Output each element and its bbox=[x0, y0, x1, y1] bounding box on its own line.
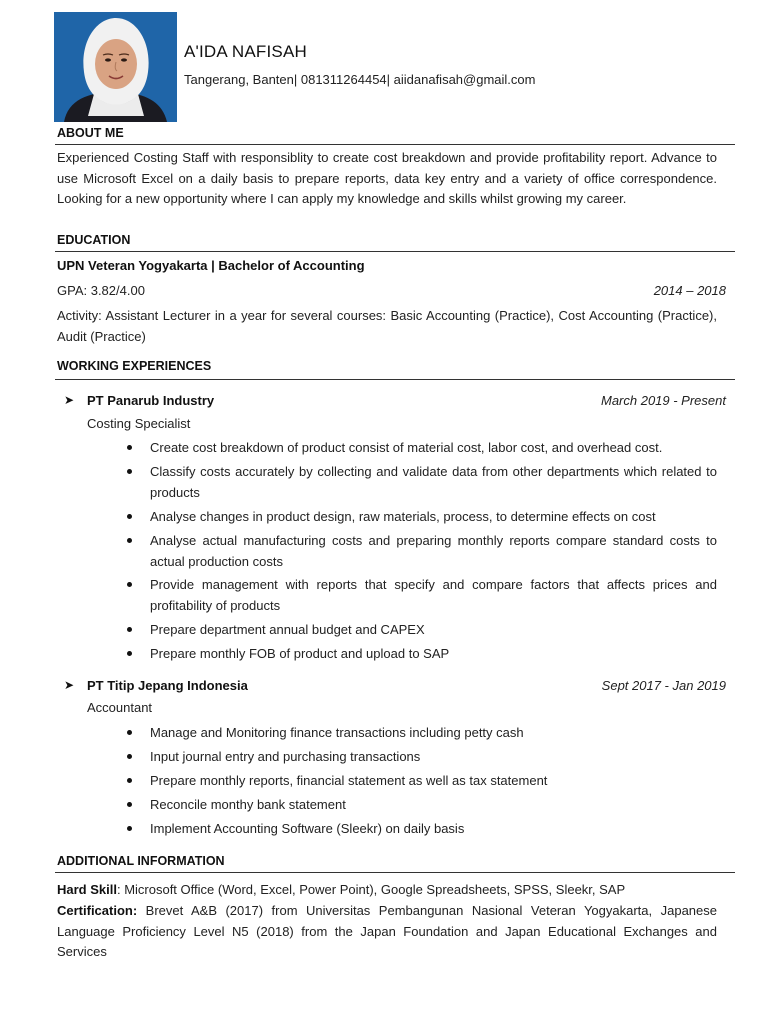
additional-section-title: ADDITIONAL INFORMATION bbox=[57, 854, 225, 868]
job-duty: Prepare monthly reports, financial statement as well as tax statement bbox=[150, 773, 548, 788]
job-duty: Analyse actual manufacturing costs and preparing monthly reports compare standard costs to actual production costs bbox=[150, 533, 717, 569]
education-years: 2014 – 2018 bbox=[653, 283, 726, 298]
bullet-icon bbox=[127, 651, 132, 656]
bullet-icon bbox=[127, 627, 132, 632]
hard-skill-text: : Microsoft Office (Word, Excel, Power Point), Google Spreadsheets, SPSS, Sleekr, SAP bbox=[116, 882, 626, 897]
job-duty: Create cost breakdown of product consist of material cost, labor cost, and overhead cost. bbox=[150, 440, 663, 455]
job-duty: Reconcile monthy bank statement bbox=[150, 797, 346, 812]
section-divider bbox=[55, 379, 735, 380]
arrowhead-bullet-icon: ➤ bbox=[64, 678, 75, 692]
candidate-name: A'IDA NAFISAH bbox=[184, 42, 307, 61]
certification-label: Certification: bbox=[57, 903, 138, 918]
job-duty: Implement Accounting Software (Sleekr) on daily basis bbox=[150, 821, 465, 836]
bullet-icon bbox=[127, 802, 132, 807]
job-duty: Classify costs accurately by collecting and validate data from other departments which related to products bbox=[150, 464, 717, 500]
job-company: PT Titip Jepang Indonesia bbox=[87, 678, 248, 693]
bullet-icon bbox=[127, 538, 132, 543]
arrowhead-bullet-icon: ➤ bbox=[64, 393, 75, 407]
bullet-icon bbox=[127, 514, 132, 519]
job-dates: March 2019 - Present bbox=[600, 393, 726, 408]
job-company: PT Panarub Industry bbox=[87, 393, 215, 408]
bullet-icon bbox=[127, 778, 132, 783]
job-duty: Provide management with reports that specify and compare factors that affects prices and profitability of products bbox=[150, 577, 717, 613]
job-duty: Manage and Monitoring finance transactions including petty cash bbox=[150, 725, 524, 740]
job-role: Costing Specialist bbox=[87, 416, 191, 431]
education-section-title: EDUCATION bbox=[57, 233, 131, 247]
section-divider bbox=[55, 251, 735, 252]
job-duty: Prepare monthly FOB of product and upload to SAP bbox=[150, 646, 450, 661]
profile-photo bbox=[54, 12, 177, 122]
hard-skill-line bbox=[57, 880, 717, 901]
bullet-icon bbox=[127, 730, 132, 735]
job-duty: Input journal entry and purchasing transactions bbox=[150, 749, 421, 764]
education-activity: Activity: Assistant Lecturer in a year for several courses: Basic Accounting (Practice), Cost Accounting (Practice), Audit (Practice) bbox=[57, 308, 717, 344]
contact-line: Tangerang, Banten| 081311264454| aiidanafisah@gmail.com bbox=[184, 72, 536, 87]
bullet-icon bbox=[127, 826, 132, 831]
bullet-icon bbox=[127, 469, 132, 474]
gpa: GPA: 3.82/4.00 bbox=[57, 283, 145, 298]
bullet-icon bbox=[127, 445, 132, 450]
about-text: Experienced Costing Staff with responsiblity to create cost breakdown and provide profitability report. Advance to use Microsoft Excel on a daily basis to prepare reports, data key entry and a variety of office correspondence. Looking for a new opportunity where I can apply my knowledge and skills whilst growing my career. bbox=[57, 150, 717, 206]
job-duty: Analyse changes in product design, raw materials, process, to determine effects on cost bbox=[150, 509, 656, 524]
job-dates: Sept 2017 - Jan 2019 bbox=[601, 678, 726, 693]
hard-skill-label: Hard Skill bbox=[57, 882, 117, 897]
bullet-icon bbox=[127, 582, 132, 587]
certification-text: Brevet A&B (2017) from Universitas Pembangunan Nasional Veteran Yogyakarta, Japanese Language Proficiency Level N5 (2018) from the Japan Foundation and Japan Educational Exchanges and Services bbox=[57, 903, 717, 959]
about-section-title: ABOUT ME bbox=[57, 126, 124, 140]
bullet-icon bbox=[127, 754, 132, 759]
job-duty: Prepare department annual budget and CAPEX bbox=[150, 622, 425, 637]
experience-section-title: WORKING EXPERIENCES bbox=[57, 359, 212, 373]
certification-paragraph bbox=[57, 901, 717, 963]
school-degree: UPN Veteran Yogyakarta | Bachelor of Accounting bbox=[57, 258, 365, 273]
section-divider bbox=[55, 872, 735, 873]
section-divider bbox=[55, 144, 735, 145]
job-role: Accountant bbox=[87, 700, 153, 715]
